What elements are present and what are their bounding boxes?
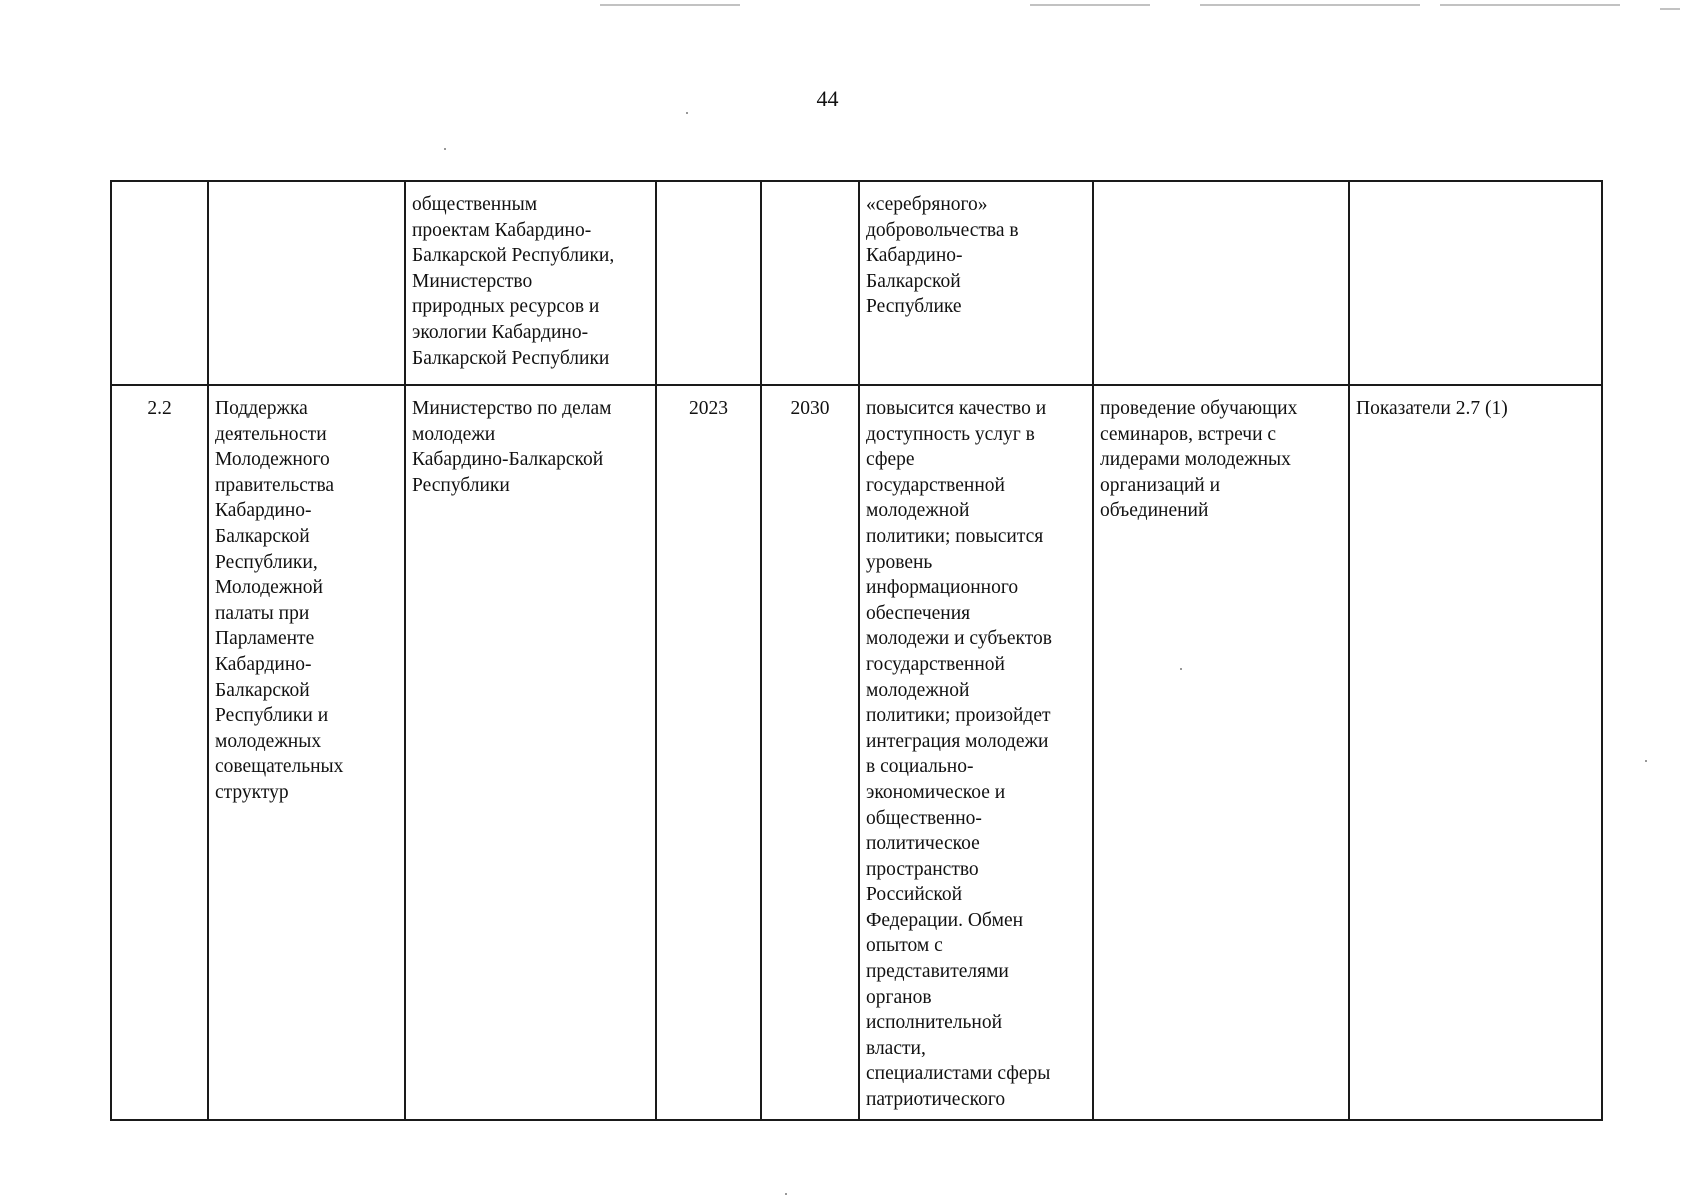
cell-indicator-link: [1349, 181, 1602, 385]
table-row: [111, 385, 1602, 1120]
cell-end-year: 2030: [761, 385, 859, 1120]
scan-artifacts: [0, 0, 1697, 14]
scan-speck: [1180, 668, 1182, 670]
measures-table: [110, 180, 1603, 1121]
cell-num: [111, 181, 208, 385]
cell-measure-name: [208, 181, 405, 385]
table-row: [111, 181, 1602, 385]
cell-indicator-link: Показатели 2.7 (1): [1349, 385, 1602, 1120]
scan-speck: [444, 148, 446, 150]
cell-end-year: [761, 181, 859, 385]
cell-directions: [1093, 181, 1349, 385]
cell-expected-result: «серебряного» добровольчества в Кабардино- Балкарской Республике: [859, 181, 1093, 385]
cell-start-year: [656, 181, 761, 385]
cell-num: 2.2: [111, 385, 208, 1120]
scan-speck: [686, 112, 688, 114]
cell-executor: общественным проектам Кабардино- Балкарской Республики, Министерство природных ресурсов и экологии Кабардино- Балкарской Республики: [405, 181, 656, 385]
cell-expected-result: повысится качество и доступность услуг в сфере государственной молодежной политики; повысится уровень информационного обеспечения молодежи и субъектов государственной молодежной политики; произойдет интеграция молодежи в социально- экономическое и общественно- политическое пространство Российской Федерации. Обмен опытом с представителями органов исполнительной власти, специалистами сферы патриотического: [859, 385, 1093, 1120]
page-number: 44: [816, 86, 839, 111]
scan-speck: [1645, 760, 1647, 762]
cell-start-year: 2023: [656, 385, 761, 1120]
cell-directions: проведение обучающих семинаров, встречи с лидерами молодежных организаций и объединений: [1093, 385, 1349, 1120]
cell-measure-name: Поддержка деятельности Молодежного правительства Кабардино- Балкарской Республики, Молодежной палаты при Парламенте Кабардино- Балкарской Республики и молодежных совещательных структур: [208, 385, 405, 1120]
scan-speck: [785, 1193, 787, 1195]
cell-executor: Министерство по делам молодежи Кабардино-Балкарской Республики: [405, 385, 656, 1120]
